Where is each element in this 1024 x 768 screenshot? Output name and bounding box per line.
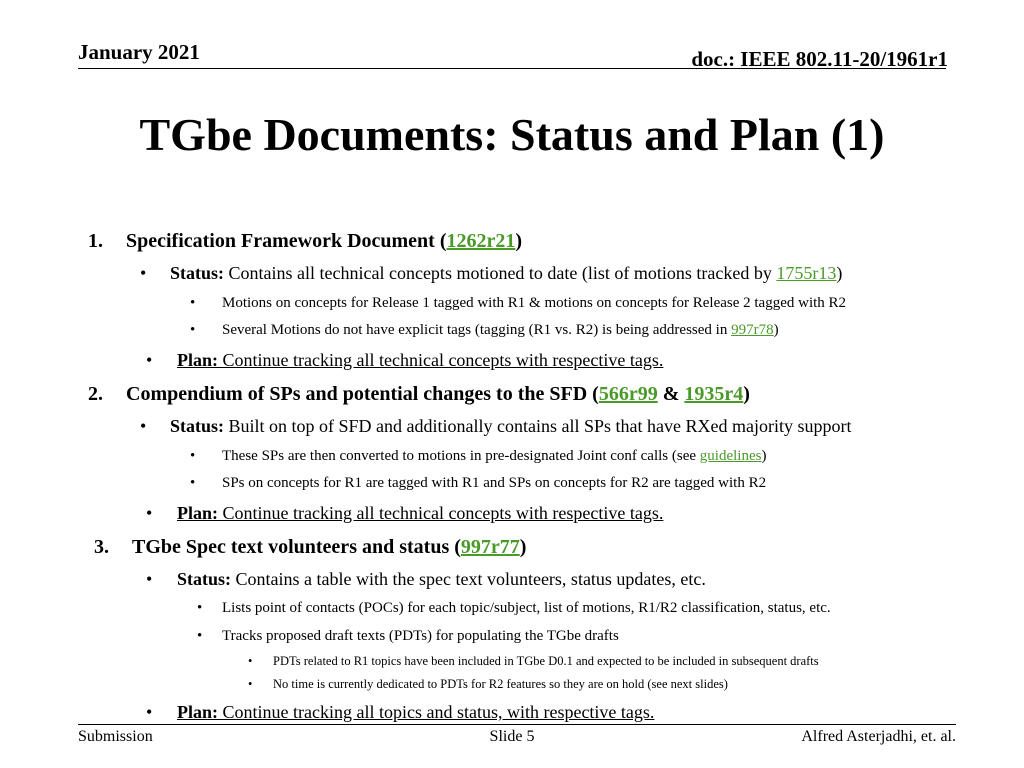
footer-author: Alfred Asterjadhi, et. al. [801, 728, 956, 745]
header-rule [78, 68, 946, 69]
section-1-sub-item-2: Several Motions do not have explicit tags (tagging (R1 vs. R2) is being addressed in 997r78) [222, 322, 779, 338]
bullet: • [140, 263, 147, 283]
section-1-sub-item-1: Motions on concepts for Release 1 tagged with R1 & motions on concepts for Release 2 tagged with R2 [222, 295, 847, 311]
bullet: • [197, 628, 203, 644]
bullet: • [190, 322, 196, 338]
section-1-number: 1. [88, 230, 103, 252]
section-2-plan: Plan: Continue tracking all technical concepts with respective tags. [177, 503, 664, 523]
slide-title: TGbe Documents: Status and Plan (1) [139, 109, 885, 160]
bullet: • [146, 702, 153, 722]
footer-slide-number: Slide 5 [489, 728, 535, 745]
section-2-heading: Compendium of SPs and potential changes to the SFD (566r99 & 1935r4) [126, 383, 750, 405]
footer-submission: Submission [78, 728, 153, 745]
section-1-status: Status: Contains all technical concepts motioned to date (list of motions tracked by 1755r13) [170, 263, 843, 283]
bullet: • [190, 475, 196, 491]
section-2-number: 2. [88, 383, 103, 405]
footer-rule [78, 724, 956, 725]
bullet: • [197, 600, 203, 616]
section-3-sub-item-2: Tracks proposed draft texts (PDTs) for populating the TGbe drafts [222, 628, 619, 644]
section-3-sub-sub-item-1: PDTs related to R1 topics have been included in TGbe D0.1 and expected to be included in subsequent drafts [273, 654, 819, 668]
link-997r78[interactable]: 997r78 [731, 322, 774, 338]
header-doc-id: doc.: IEEE 802.11-20/1961r1 [691, 47, 948, 71]
section-3-number: 3. [94, 536, 109, 558]
section-3-sub-sub-item-2: No time is currently dedicated to PDTs for R2 features so they are on hold (see next slides) [273, 677, 728, 691]
section-2-status: Status: Built on top of SFD and additionally contains all SPs that have RXed majority support [170, 416, 852, 436]
section-3-plan: Plan: Continue tracking all topics and status, with respective tags. [177, 702, 655, 722]
section-1-heading: Specification Framework Document (1262r21) [126, 230, 523, 252]
link-1262r21[interactable]: 1262r21 [446, 230, 516, 252]
link-1935r4[interactable]: 1935r4 [684, 383, 744, 405]
bullet: • [248, 677, 253, 691]
section-3-status: Status: Contains a table with the spec text volunteers, status updates, etc. [177, 569, 706, 589]
bullet: • [190, 448, 196, 464]
link-997r77[interactable]: 997r77 [460, 536, 520, 558]
link-1755r13[interactable]: 1755r13 [776, 263, 837, 283]
header-date: January 2021 [78, 40, 200, 64]
section-1-plan: Plan: Continue tracking all technical concepts with respective tags. [177, 350, 664, 370]
bullet: • [146, 569, 153, 589]
bullet: • [146, 503, 153, 523]
bullet: • [190, 295, 196, 311]
bullet: • [146, 350, 153, 370]
bullet: • [140, 416, 147, 436]
section-3-heading: TGbe Spec text volunteers and status (997r77) [132, 536, 527, 558]
section-2-sub-item-1: These SPs are then converted to motions in pre-designated Joint conf calls (see guidelines) [222, 448, 767, 464]
section-3-sub-item-1: Lists point of contacts (POCs) for each topic/subject, list of motions, R1/R2 classification, status, etc. [222, 600, 831, 616]
link-566r99[interactable]: 566r99 [598, 383, 658, 405]
bullet: • [248, 654, 253, 668]
link-guidelines[interactable]: guidelines [699, 448, 762, 464]
section-2-sub-item-2: SPs on concepts for R1 are tagged with R1 and SPs on concepts for R2 are tagged with R2 [222, 475, 767, 491]
